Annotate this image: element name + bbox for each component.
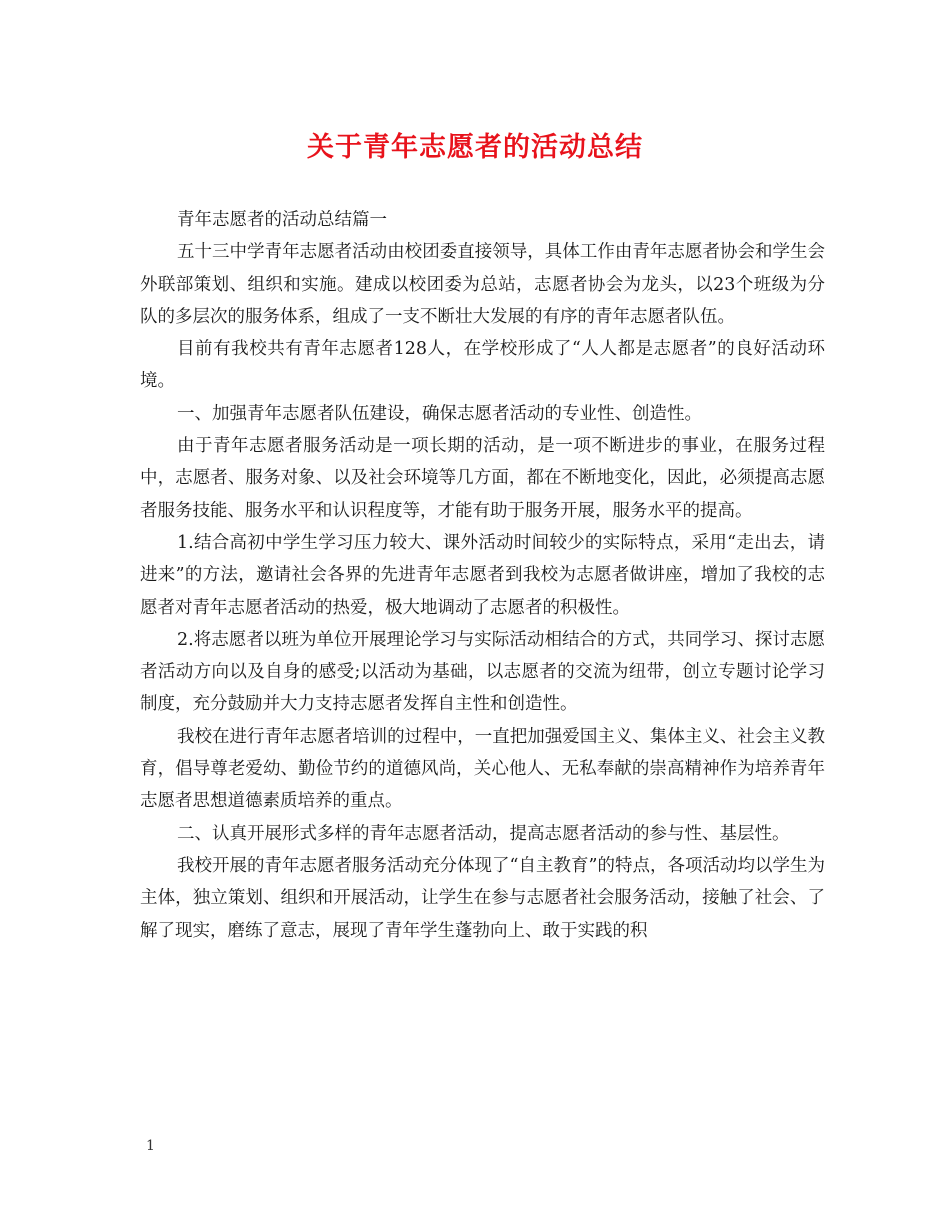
paragraph: 我校开展的青年志愿者服务活动充分体现了“自主教育”的特点，各项活动均以学生为主体，独立策划、组织和开展活动，让学生在参与志愿者社会服务活动，接触了社会、了解了现实，磨练了意志，展现了青年学生蓬勃向上、敢于实践的积 bbox=[140, 855, 825, 941]
paragraph: 五十三中学青年志愿者活动由校团委直接领导，具体工作由青年志愿者协会和学生会外联部策划、组织和实施。建成以校团委为总站，志愿者协会为龙头，以23个班级为分队的多层次的服务体系，组成了一支不断壮大发展的有序的青年志愿者队伍。 bbox=[140, 242, 825, 327]
document-body bbox=[140, 204, 825, 947]
paragraph: 2.将志愿者以班为单位开展理论学习与实际活动相结合的方式，共同学习、探讨志愿者活动方向以及自身的感受;以活动为基础，以志愿者的交流为纽带，创立专题讨论学习制度，充分鼓励并大力支持志愿者发挥自主性和创造性。 bbox=[140, 629, 825, 715]
paragraph: 二、认真开展形式多样的青年志愿者活动，提高志愿者活动的参与性、基层性。 bbox=[177, 823, 790, 844]
paragraph: 我校在进行青年志愿者培训的过程中，一直把加强爱国主义、集体主义、社会主义教育，倡导尊老爱幼、勤俭节约的道德风尚，关心他人、无私奉献的崇高精神作为培养青年志愿者思想道德素质培养的重点。 bbox=[140, 726, 825, 812]
paragraph: 目前有我校共有青年志愿者128人，在学校形成了“人人都是志愿者”的良好活动环境。 bbox=[140, 339, 825, 392]
document-title: 关于青年志愿者的活动总结 bbox=[307, 132, 643, 163]
paragraph: 由于青年志愿者服务活动是一项长期的活动，是一项不断进步的事业，在服务过程中，志愿者、服务对象、以及社会环境等几方面，都在不断地变化，因此，必须提高志愿者服务技能、服务水平和认识程度等，才能有助于服务开展，服务水平的提高。 bbox=[140, 436, 825, 521]
paragraph: 1.结合高初中学生学习压力较大、课外活动时间较少的实际特点，采用“走出去，请进来”的方法，邀请社会各界的先进青年志愿者到我校为志愿者做讲座，增加了我校的志愿者对青年志愿者活动的热爱，极大地调动了志愿者的积极性。 bbox=[140, 532, 826, 618]
section-heading: 青年志愿者的活动总结篇一 bbox=[177, 210, 387, 230]
paragraph: 一、加强青年志愿者队伍建设，确保志愿者活动的专业性、创造性。 bbox=[177, 403, 702, 424]
page-number: 1 bbox=[146, 1138, 155, 1154]
